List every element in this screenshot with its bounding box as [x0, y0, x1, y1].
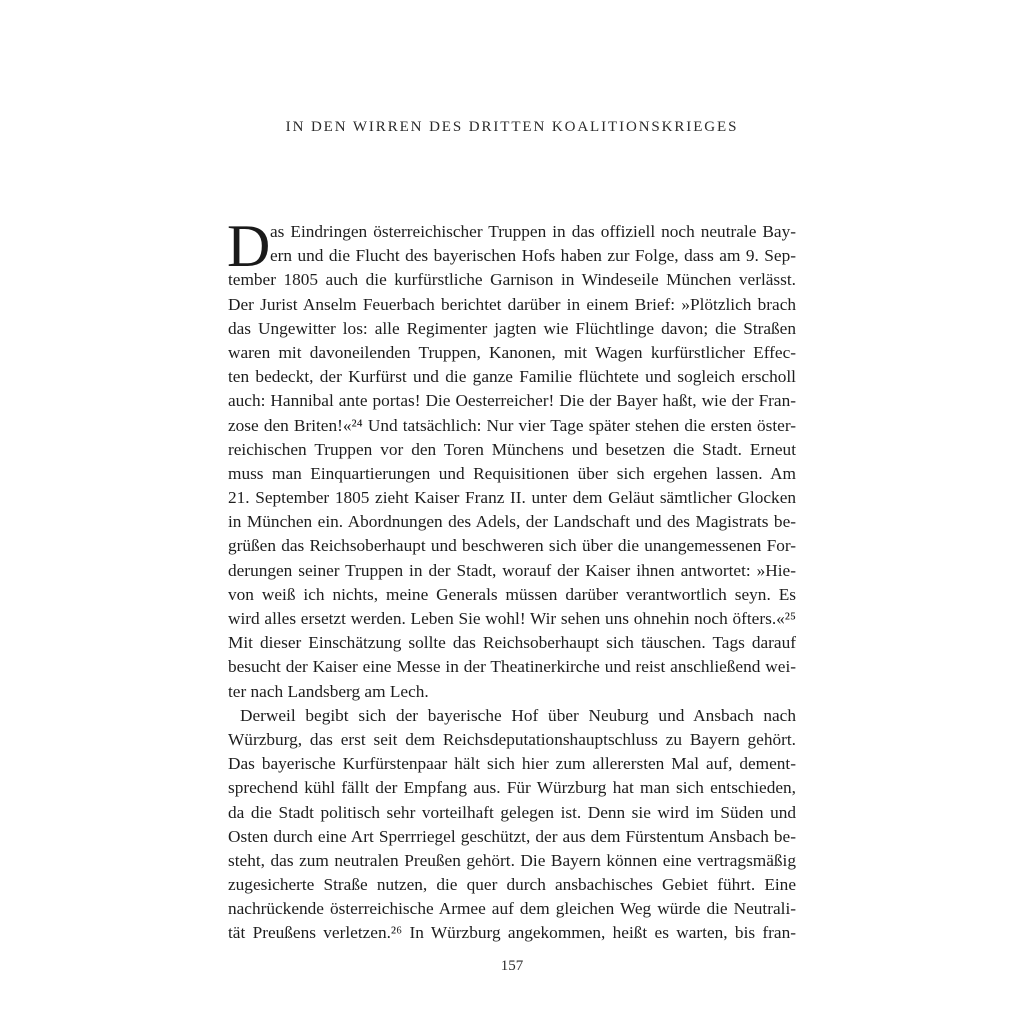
text-line: steht, das zum neutralen Preußen gehört. Die Bayern können eine vertragsmäßig	[228, 850, 796, 870]
text-line: Derweil begibt sich der bayerische Hof über Neuburg und Ansbach nach	[240, 705, 796, 725]
text-line: ten bedeckt, der Kurfürst und die ganze Familie flüchtete und sogleich erscholl	[228, 367, 796, 387]
text-line: reichischen Truppen vor den Toren Münchens und besetzen die Stadt. Erneut	[228, 439, 796, 459]
text-line: von weiß ich nichts, meine Generals müssen darüber verantwortlich seyn. Es	[228, 584, 796, 604]
text-line: tember 1805 auch die kurfürstliche Garnison in Windeseile München verlässt.	[228, 270, 796, 290]
text-line: nachrückende österreichische Armee auf dem gleichen Weg würde die Neutrali-	[228, 899, 796, 919]
text-line: Würzburg, das erst seit dem Reichsdeputationshauptschluss zu Bayern gehört.	[228, 729, 796, 749]
text-line: in München ein. Abordnungen des Adels, der Landschaft und des Magistrats be-	[228, 512, 796, 532]
text-line: wird alles ersetzt werden. Leben Sie wohl! Wir sehen uns ohnehin noch öfters.«²⁵	[228, 609, 796, 628]
text-line: Mit dieser Einschätzung sollte das Reichsoberhaupt sich täuschen. Tags darauf	[228, 633, 796, 653]
text-line: da die Stadt politisch sehr vorteilhaft gelegen ist. Denn sie wird im Süden und	[228, 802, 796, 822]
text-line: tät Preußens verletzen.²⁶ In Würzburg angekommen, heißt es warten, bis fran-	[228, 923, 796, 943]
text-line: derungen seiner Truppen in der Stadt, worauf der Kaiser ihnen antwortet: »Hie-	[228, 560, 796, 580]
drop-cap: D	[227, 213, 271, 279]
text-line: 21. September 1805 zieht Kaiser Franz II. unter dem Geläut sämtlicher Glocken	[228, 488, 796, 508]
body-text	[227, 213, 796, 946]
page-number: 157	[500, 958, 524, 974]
text-line: zose den Briten!«²⁴ Und tatsächlich: Nur vier Tage später stehen die ersten öster-	[228, 415, 796, 435]
text-line: as Eindringen österreichischer Truppen in das offiziell noch neutrale Bay-	[270, 222, 796, 241]
text-line: waren mit davoneilenden Truppen, Kanonen, mit Wagen kurfürstlicher Effec-	[228, 342, 796, 362]
running-head: IN DEN WIRREN DES DRITTEN KOALITIONSKRIEGES	[285, 119, 739, 135]
text-line: ern und die Flucht des bayerischen Hofs haben zur Folge, dass am 9. Sep-	[270, 246, 796, 266]
text-line: zugesicherte Straße nutzen, die quer durch ansbachisches Gebiet führt. Eine	[228, 875, 796, 895]
text-line: grüßen das Reichsoberhaupt und beschweren sich über die unangemessenen For-	[228, 536, 796, 556]
text-line: muss man Einquartierungen und Requisitionen über sich ergehen lassen. Am	[228, 463, 796, 483]
text-line: besucht der Kaiser eine Messe in der Theatinerkirche und reist anschließend wei-	[228, 657, 796, 677]
text-line: ter nach Landsberg am Lech.	[228, 681, 429, 701]
text-line: auch: Hannibal ante portas! Die Oesterreicher! Die der Bayer haßt, wie der Fran-	[228, 391, 796, 411]
text-line: das Ungewitter los: alle Regimenter jagten wie Flüchtlinge davon; die Straßen	[228, 318, 796, 338]
text-line: Der Jurist Anselm Feuerbach berichtet darüber in einem Brief: »Plötzlich brach	[228, 294, 796, 314]
text-line: Osten durch eine Art Sperrriegel geschützt, der aus dem Fürstentum Ansbach be-	[228, 826, 796, 846]
text-line: sprechend kühl fällt der Empfang aus. Für Würzburg hat man sich entschieden,	[228, 778, 796, 798]
text-line: Das bayerische Kurfürstenpaar hält sich hier zum allerersten Mal auf, dement-	[228, 754, 796, 774]
